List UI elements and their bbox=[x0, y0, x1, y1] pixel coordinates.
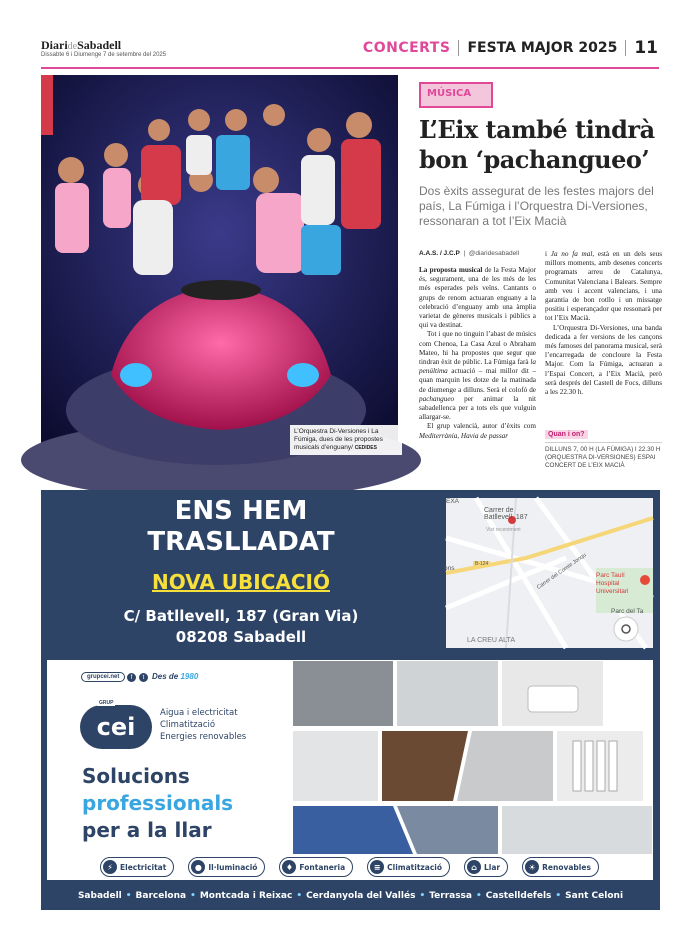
map-area-label: LA CREU ALTA bbox=[467, 637, 515, 644]
pill-electricitat[interactable]: ⚡ Electricitat bbox=[100, 857, 174, 877]
map-street-label: Carrer de Batllevell, 187 bbox=[484, 507, 528, 521]
masthead: DiarideSabadell bbox=[41, 38, 122, 52]
divider bbox=[625, 40, 626, 56]
pill-fontaneria[interactable]: ♦ Fontaneria bbox=[279, 857, 353, 877]
location-map bbox=[446, 498, 653, 648]
byline: A.A.S. / J.C.P | @diaridesabadell bbox=[419, 250, 520, 257]
map-label: Carrer del Comte Jonqu bbox=[536, 552, 588, 591]
plug-icon: ⚡ bbox=[103, 860, 117, 874]
divider bbox=[545, 442, 662, 443]
company-logo: cei bbox=[80, 705, 152, 749]
service-pills bbox=[100, 857, 599, 877]
event-label: FESTA MAJOR 2025 bbox=[467, 40, 618, 56]
ad-new-location: NOVA UBICACIÓ bbox=[152, 570, 330, 594]
services-list: Aigua i electricitat Climatització Energies renovables bbox=[160, 708, 247, 742]
ad-address: C/ Batllevell, 187 (Gran Via) 08208 Sabadell bbox=[123, 607, 359, 646]
solar-icon: ☀ bbox=[525, 860, 539, 874]
band-photo bbox=[41, 75, 398, 472]
home-icon: ⌂ bbox=[467, 860, 481, 874]
section-header bbox=[363, 38, 658, 58]
since-label: Des de 1980 bbox=[152, 672, 199, 681]
city: Cerdanyola del Vallés bbox=[306, 891, 416, 901]
ad-slogan: Solucions professionals per a la llar bbox=[82, 764, 234, 842]
dateline: Dissabte 6 i Diumenge 7 de setembre del 2025 bbox=[41, 52, 167, 58]
city: Montcada i Reixac bbox=[199, 891, 293, 901]
product-photo-collage bbox=[293, 661, 652, 854]
pill-climatitzacio[interactable]: ≡ Climatització bbox=[367, 857, 450, 877]
subheadline: Dos èxits assegurat de les festes majors del país, La Fúmiga i l’Orquestra Di-Versiones, ressonaran a tot l’Eix Macià bbox=[419, 184, 654, 228]
divider bbox=[458, 40, 459, 56]
cities-list: Sabadell • Barcelona • Montcada i Reixac • Cerdanyola del Vallés • Terrassa • Castelldefels • Sant Celoni bbox=[77, 891, 624, 901]
section-label: CONCERTS bbox=[362, 40, 451, 56]
social-icons bbox=[127, 673, 148, 682]
map-label: B-124 bbox=[475, 561, 489, 567]
pill-llar[interactable]: ⌂ Llar bbox=[464, 857, 508, 877]
thermometer-icon: ≡ bbox=[370, 860, 384, 874]
bulb-icon: ● bbox=[191, 860, 205, 874]
map-label: Vist recentment bbox=[486, 527, 521, 533]
page-number: 11 bbox=[634, 38, 658, 58]
city: Castelldefels bbox=[485, 891, 552, 901]
photo-caption: L’Orquestra Di-Versiones i La Fúmiga, dues de les propostes musicals d’enguany/ CEDIDES bbox=[290, 425, 402, 455]
city: Sabadell bbox=[77, 891, 122, 901]
facebook-icon[interactable]: f bbox=[127, 673, 136, 682]
map-hospital-label: Parc Taulí Hospital Universitari bbox=[596, 572, 629, 595]
collage-illustration bbox=[293, 661, 652, 854]
map-label: EXA bbox=[446, 498, 460, 505]
info-box-text: DILLUNS 7, 00 H (LA FÚMIGA) I 22.30 H (ORQUESTRA DI-VERSIONES) ESPAI CONCERT DE L’EIX MACIÀ bbox=[545, 446, 661, 469]
ad-headline: ENS HEM TRASLLADAT bbox=[147, 496, 335, 557]
band-photo-illustration bbox=[41, 75, 398, 472]
tap-icon: ♦ bbox=[282, 860, 296, 874]
logo-grup-label: GRUP bbox=[99, 700, 114, 706]
map-label: ons bbox=[444, 565, 455, 572]
info-box-label: Quan i on? bbox=[545, 430, 588, 439]
map-label: Parc del Ta bbox=[611, 608, 644, 615]
kicker: MÚSICA bbox=[427, 88, 472, 99]
article-column-1: La proposta musical de la Festa Major és, segurament, una de les més de les més esperades pels veïns. Cantants o grups de renom actuaran enguany a la celebració d’enguany amb una àmplia varietat de gèneres musicals i públics a qui va destinat. Tot i que no tinguin l’abast de músics com Chenoa, La Casa Azul o Abraham Mateo, hi ha propostes que segur que tindran èxit de públic. La Fúmiga farà la penúltima actuació – mai millor dit – quan marquin les dotze de la matinada de diumenge a dilluns. Serà el colofó de pachangueo per animar la nit sabadellenca per a tots els que vulguin allargar-se. El grup valencià, autor d’èxits com Mediterrània, Havia de passar bbox=[419, 266, 536, 440]
pill-renovables[interactable]: ☀ Renovables bbox=[522, 857, 599, 877]
city: Terrassa bbox=[429, 891, 472, 901]
header-rule bbox=[41, 67, 659, 69]
twitter-icon[interactable]: t bbox=[139, 673, 148, 682]
pill-illuminacio[interactable]: ● Il·luminació bbox=[188, 857, 265, 877]
article-column-2: i Ja no fa mal, està en un dels seus millors moments, amb desenes concerts programats arreu de Catalunya, Comunitat Valenciana i Balears. Sempre amb veu i accent valencians, i una garantia de bon rotllo i un missatge positiu i esperançador que ressonarà per tot l’Eix Macià. L’Orquestra Di-Versiones, una banda dedicada a fer versions de les cançons més famoses del panorama musical, serà l’encarregada de concloure la Festa Major. Com la Fúmiga, actuaran a l’Espai Concert, a l’Eix Macià, però serà després del Castell de Focs, dilluns a les 22.30 h. bbox=[545, 250, 662, 397]
city: Sant Celoni bbox=[565, 891, 624, 901]
headline: L’Eix també tindrà bon ‘pachangueo’ bbox=[419, 115, 655, 174]
website-link[interactable]: grupcei.net bbox=[81, 672, 125, 682]
city: Barcelona bbox=[135, 891, 187, 901]
